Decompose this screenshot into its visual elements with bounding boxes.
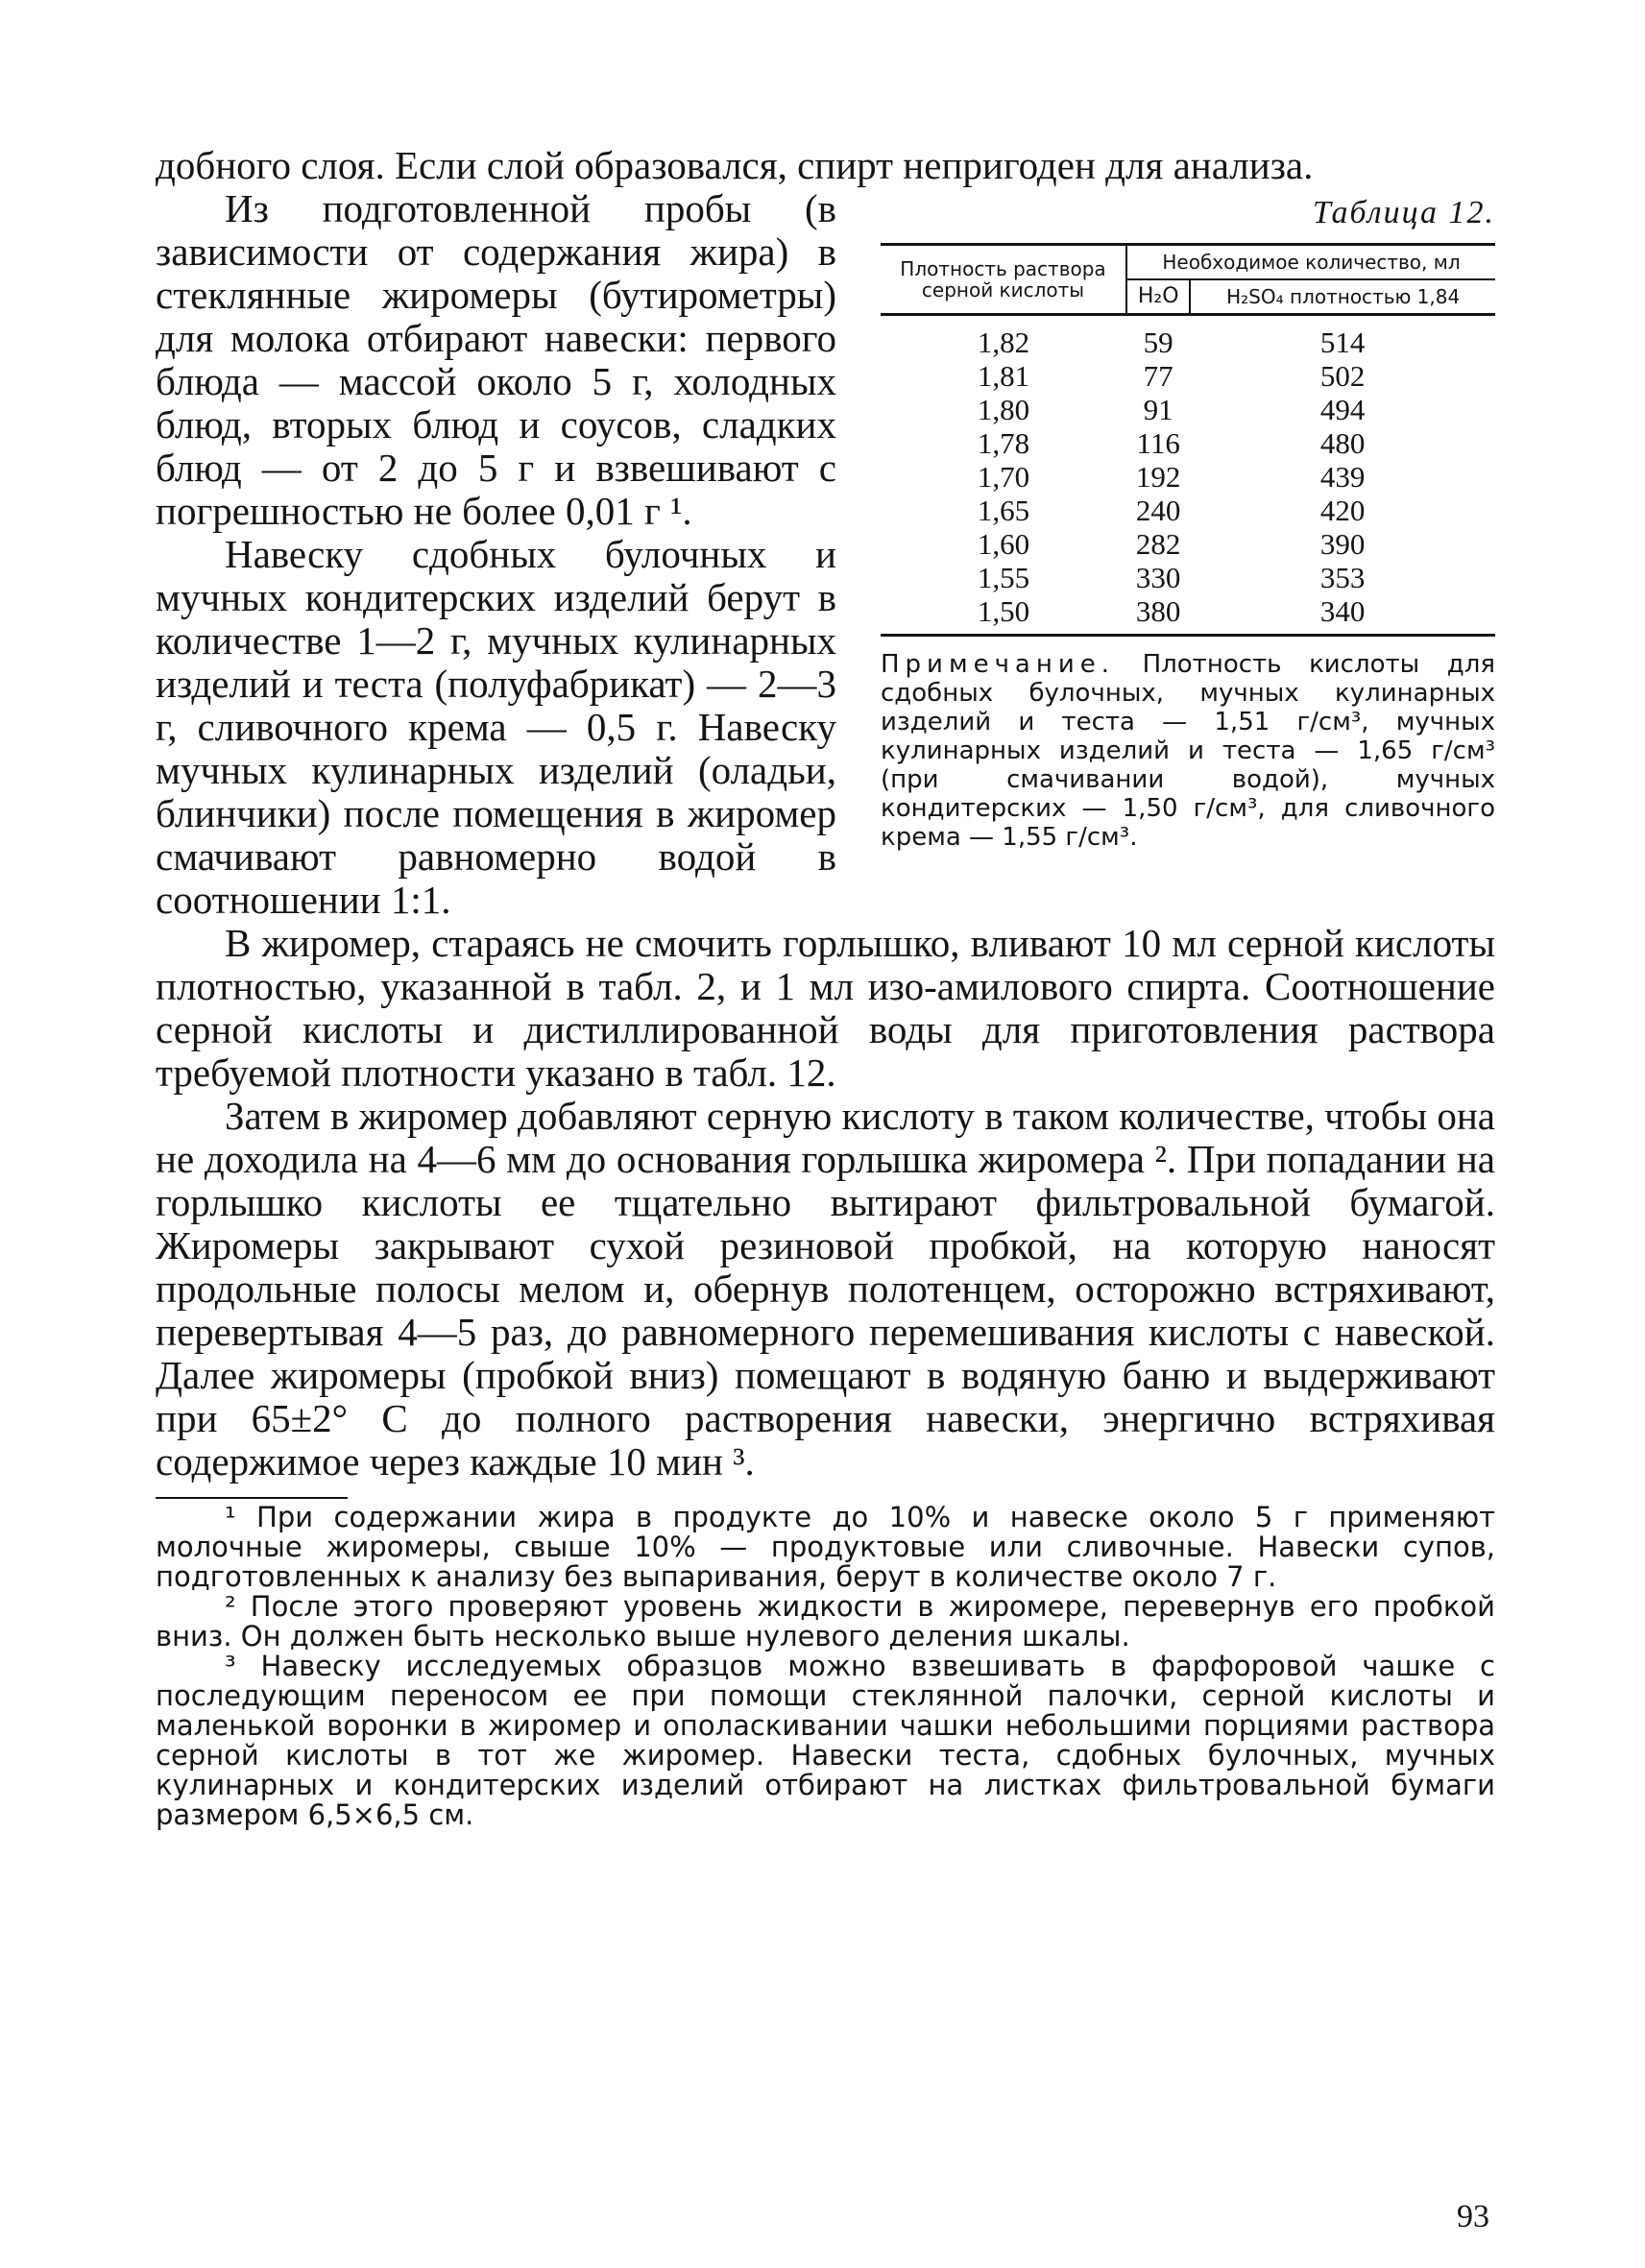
table-title: Таблица 12. (1312, 195, 1495, 230)
cell: 77 (1143, 359, 1173, 393)
density-table (881, 243, 1495, 637)
table-row (881, 426, 1495, 460)
paragraph-2: Навеску сдобных булочных и мучных кондитерских изделий берут в количестве 1—2 г, мучных кулинарных изделий и теста (полуфабрикат) — 2—3 г, сливочного крема — 0,5 г. Навеску мучных кулинарных изделий (оладьи, блинчики) после помещения в жиромер смачивают равномерно водой в соотношении 1:1. (156, 532, 836, 922)
page-body (156, 144, 1495, 1830)
cell: 1,80 (977, 393, 1030, 426)
table-wrap (156, 187, 1495, 1095)
cell: 1,60 (977, 527, 1030, 561)
cell: 330 (1135, 561, 1181, 594)
cell: 380 (1126, 594, 1190, 636)
footnote-rule (156, 1497, 348, 1499)
table-row (881, 594, 1495, 636)
cell: 494 (1319, 393, 1366, 426)
cell: 1,78 (977, 426, 1030, 460)
header-density: Плотность раствора серной кислоты (881, 245, 1126, 315)
cell: 514 (1319, 326, 1366, 359)
paragraph-1: Из подготовленной пробы (в зависимости от содержания жира) в стеклянные жиромеры (бутирометры) для молока отбирают навески: первого блюда — массой около 5 г, холодных блюд, вторых блюд и соусов, сладких блюд — от 2 до 5 г и взвешивают с погрешностью не более 0,01 г ¹. (156, 186, 836, 533)
page-number: 93 (1457, 2199, 1489, 2234)
cell: 282 (1135, 527, 1181, 561)
table-row (881, 393, 1495, 426)
header-h2so4: H₂SO₄ плотностью 1,84 (1190, 279, 1495, 315)
cell: 192 (1135, 460, 1181, 494)
cell: 1,70 (977, 460, 1030, 494)
note-text: Плотность кислоты для сдобных булочных, мучных кулинарных изделий и теста — 1,51 г/см³, мучных кулинарных изделий и теста — 1,65 г/см³ (при смачивании водой), мучных кондитерских — 1,50 г/см³, для сливочного крема — 1,55 г/см³. (881, 650, 1495, 852)
header-required-amount: Необходимое количество, мл (1126, 245, 1495, 280)
header-h2o: H₂O (1126, 279, 1190, 315)
cell: 340 (1190, 594, 1495, 636)
footnote-2: ² После этого проверяют уровень жидкости в жиромере, перевернув его пробкой вниз. Он должен быть несколько выше нулевого деления шкалы. (156, 1590, 1495, 1653)
note-label: Примечание. (881, 650, 1116, 679)
paragraph-4: Затем в жиромер добавляют серную кислоту в таком количестве, чтобы она не доходила на 4—6 мм до основания горлышка жиромера ². При попадании на горлышко кислоты ее тщательно вытирают фильтровальной бумагой. Жиромеры закрывают сухой резиновой пробкой, на которую наносят продольные полосы мелом и, обернув полотенцем, осторожно встряхивают, перевертывая 4—5 раз, до равномерного перемешивания кислоты с навеской. Далее жиромеры (пробкой вниз) помещают в водяную баню и выдерживают при 65±2° С до полного растворения навески, энергично встряхивая содержимое через каждые 10 мин ³. (156, 1094, 1495, 1484)
cell: 1,81 (977, 359, 1030, 393)
paragraph-0: добного слоя. Если слой образовался, спирт непригоден для анализа. (156, 143, 1314, 187)
table-row (881, 527, 1495, 561)
cell: 1,50 (881, 594, 1126, 636)
cell: 91 (1143, 393, 1173, 426)
cell: 420 (1319, 494, 1366, 527)
table-note (881, 650, 1495, 852)
table-row (881, 494, 1495, 527)
footnote-1: ¹ При содержании жира в продукте до 10% и навеске около 5 г применяют молочные жиромеры, свыше 10% — продуктовые или сливочные. Навески супов, подготовленных к анализу без выпаривания, берут в количестве около 7 г. (156, 1501, 1495, 1593)
table-12 (881, 195, 1495, 852)
cell: 439 (1319, 460, 1366, 494)
cell: 502 (1319, 359, 1366, 393)
cell: 116 (1136, 426, 1180, 460)
cell: 480 (1319, 426, 1366, 460)
cell: 1,82 (977, 326, 1030, 359)
paragraph-3: В жиромер, стараясь не смочить горлышко, вливают 10 мл серной кислоты плотностью, указанной в табл. 2, и 1 мл изо-амилового спирта. Соотношение серной кислоты и дистиллированной воды для приготовления раствора требуемой плотности указано в табл. 12. (156, 921, 1495, 1095)
table-row (881, 561, 1495, 594)
table-row (881, 315, 1495, 360)
cell: 240 (1135, 494, 1181, 527)
table-row (881, 460, 1495, 494)
cell: 390 (1319, 527, 1366, 561)
table-row (881, 359, 1495, 393)
cell: 1,65 (977, 494, 1030, 527)
cell: 1,55 (977, 561, 1030, 594)
footnote-3: ³ Навеску исследуемых образцов можно взвешивать в фарфоровой чашке с последующим переносом ее при помощи стеклянной палочки, серной кислоты и маленькой воронки в жиромер и ополаскивании чашки небольшими порциями раствора серной кислоты в тот же жиромер. Навески теста, сдобных булочных, мучных кулинарных и кондитерских изделий отбирают на листках фильтровальной бумаги размером 6,5×6,5 см. (156, 1650, 1495, 1831)
cell: 59 (1143, 326, 1173, 359)
cell: 353 (1319, 561, 1366, 594)
